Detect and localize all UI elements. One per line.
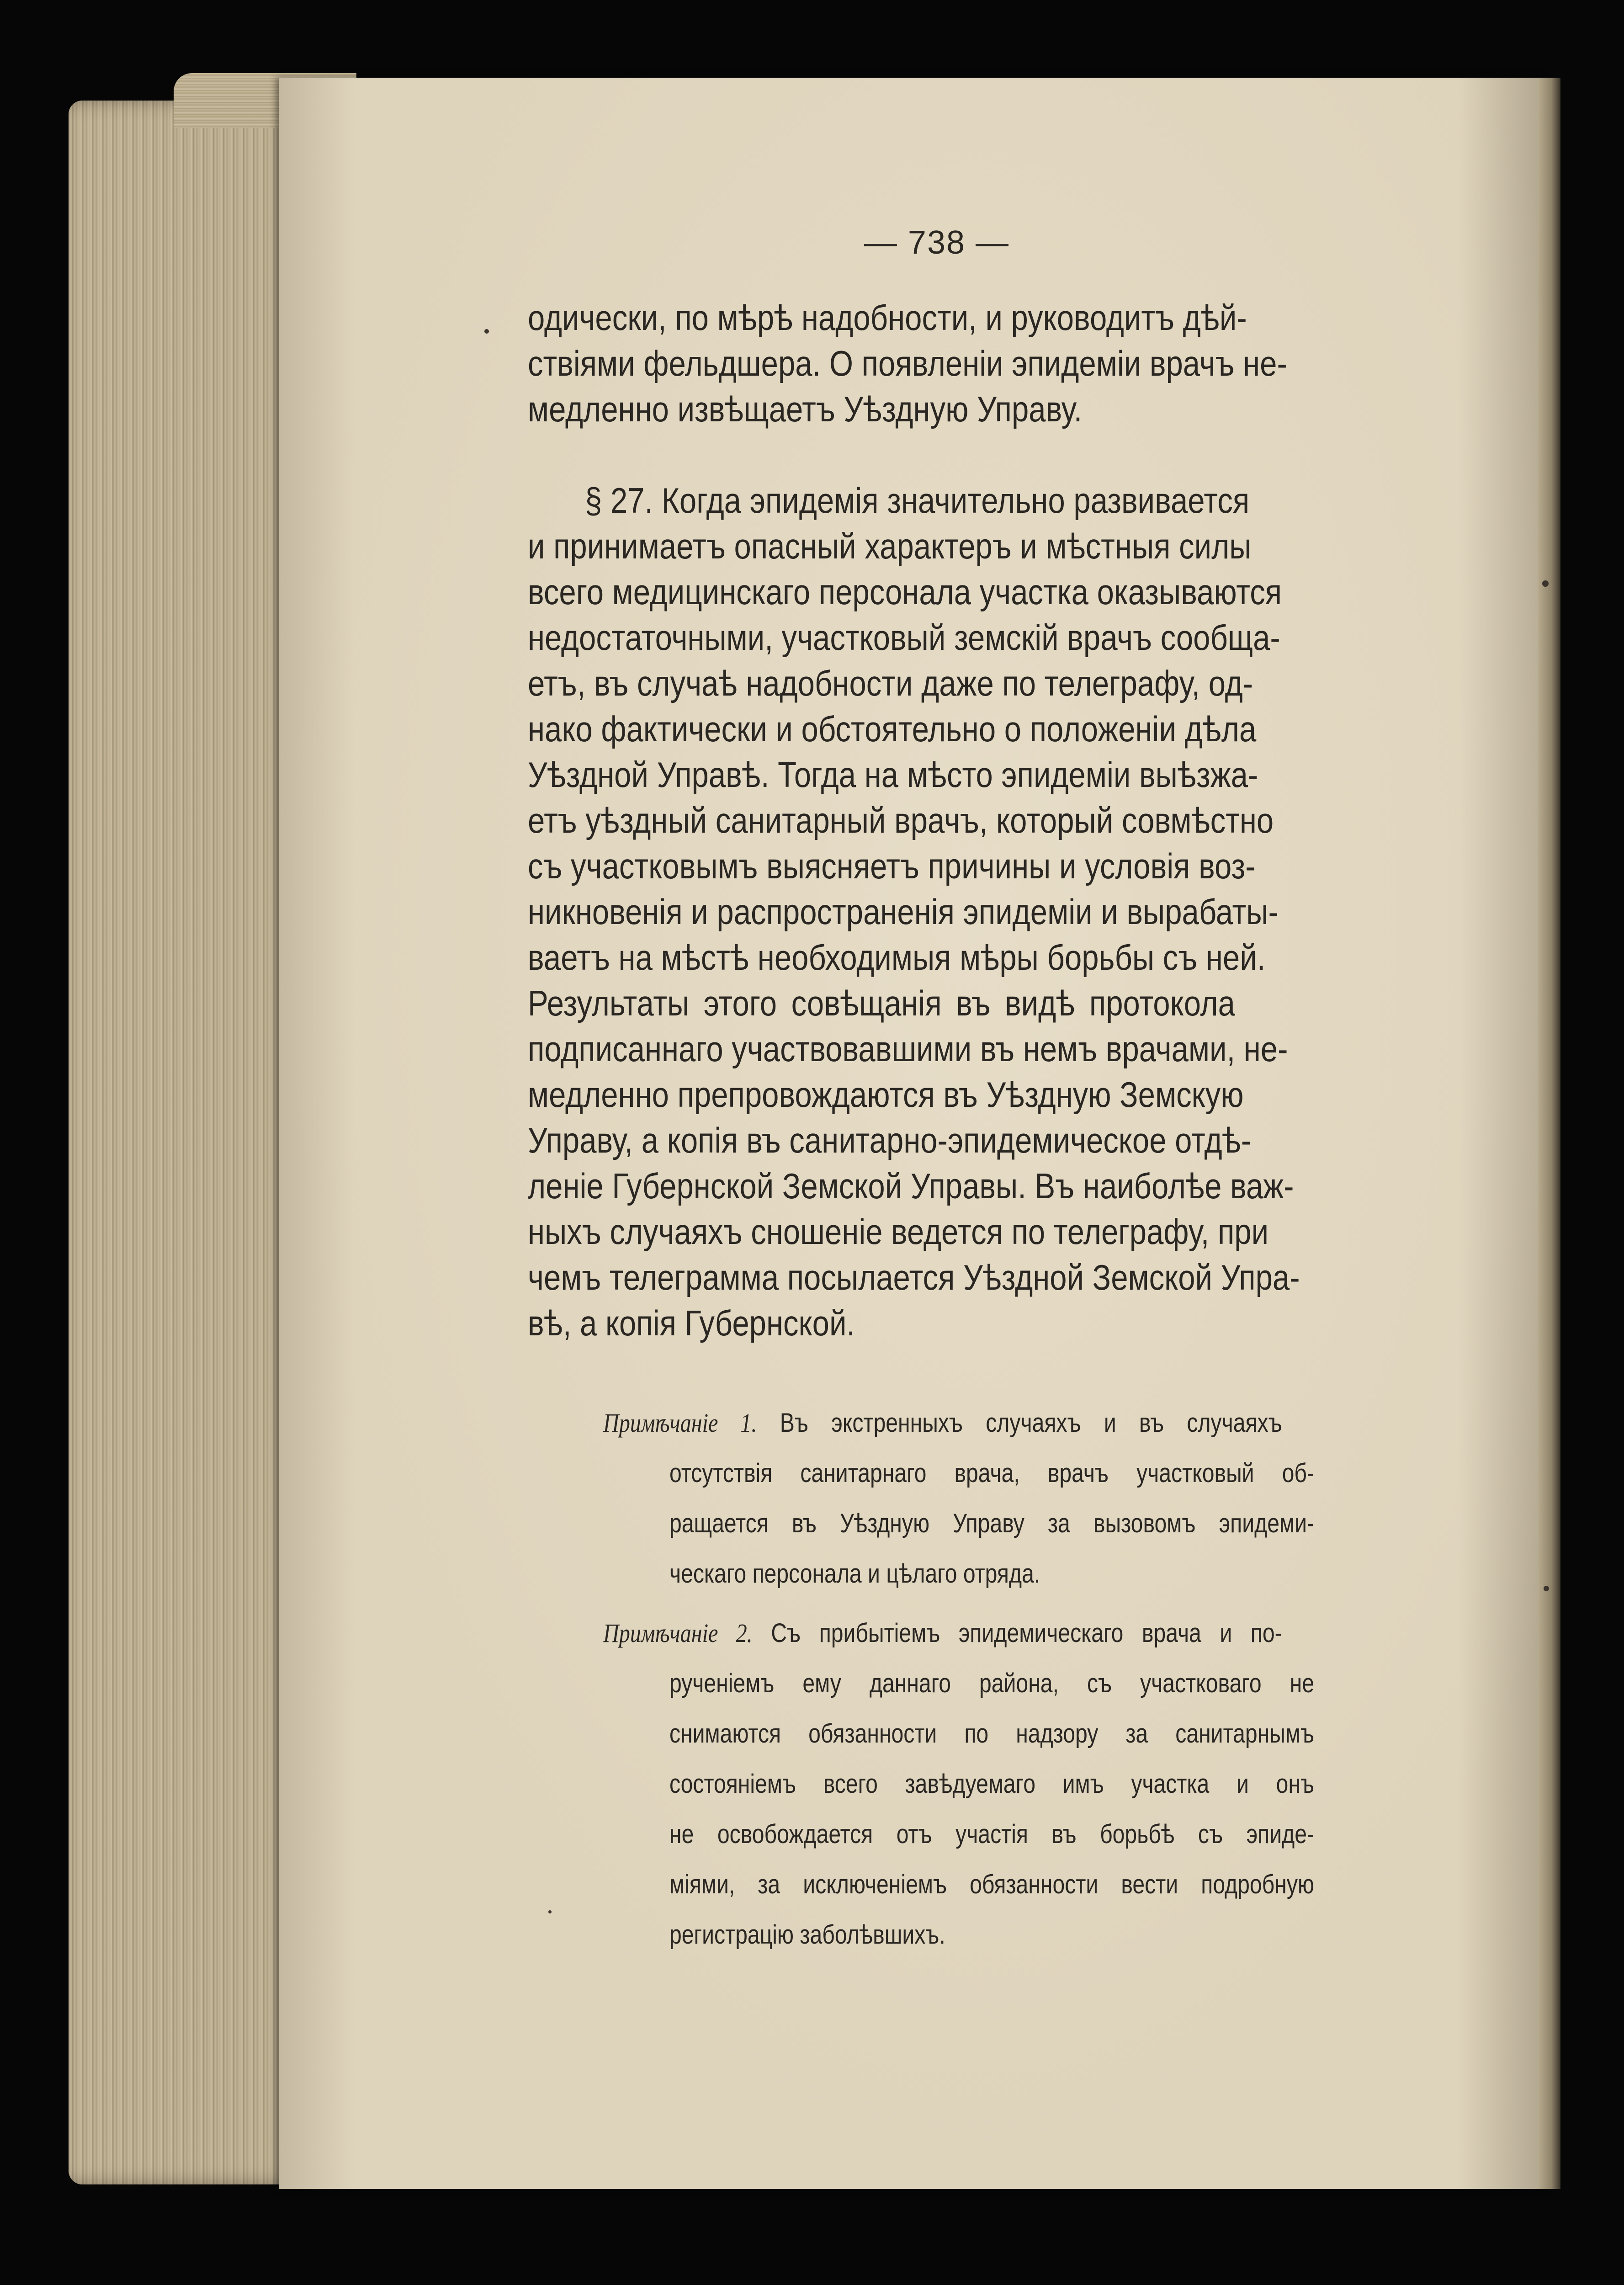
text-line: ныхъ случаяхъ сношеніе ведется по телеграфу, при <box>528 1212 1269 1252</box>
footnote-line: снимаются обязанности по надзору за санитарнымъ <box>669 1719 1314 1748</box>
ink-speck <box>548 1910 552 1913</box>
footnote-line: регистрацію заболѣвшихъ. <box>669 1920 945 1950</box>
footnote-text: Съ прибытіемъ эпидемическаго врача и по- <box>771 1618 1282 1648</box>
text-line: етъ, въ случаѣ надобности даже по телеграфу, од- <box>528 663 1253 703</box>
text-line: медленно препровождаются въ Уѣздную Земскую <box>528 1074 1244 1115</box>
footnote-line: міями, за исключеніемъ обязанности вести подробную <box>669 1870 1314 1899</box>
footnote-text: Въ экстренныхъ случаяхъ и въ случаяхъ <box>780 1408 1282 1438</box>
footnote-line: отсутствія санитарнаго врача, врачъ участковый об- <box>669 1458 1314 1488</box>
text-line: подписаннаго участвовавшими въ немъ врачами, не- <box>528 1029 1288 1069</box>
footnote-first-line <box>603 1615 1282 1651</box>
text-line: Управу, а копія въ санитарно-эпидемическое отдѣ- <box>528 1120 1252 1160</box>
page-number: — 738 — <box>864 224 1010 261</box>
text-line: недостаточными, участковый земскій врачъ сообща- <box>528 617 1280 658</box>
text-line: одически, по мѣрѣ надобности, и руководитъ дѣй- <box>528 298 1247 338</box>
page-block-edges <box>69 101 306 2184</box>
footnote-line: состояніемъ всего завѣдуемаго имъ участка и онъ <box>669 1769 1314 1799</box>
text-line: медленно извѣщаетъ Уѣздную Управу. <box>528 389 1083 429</box>
text-line: леніе Губернской Земской Управы. Въ наиболѣе важ- <box>528 1166 1294 1206</box>
text-line: вѣ, а копія Губернской. <box>528 1303 855 1343</box>
footnote-first-line <box>603 1405 1282 1441</box>
text-line: и принимаетъ опасный характеръ и мѣстныя силы <box>528 526 1252 566</box>
text-line: етъ уѣздный санитарный врачъ, который совмѣстно <box>528 800 1274 840</box>
ink-speck <box>1542 580 1549 587</box>
text-line: всего медицинскаго персонала участка оказываются <box>528 572 1282 612</box>
footnote-label: Примѣчаніе 1. <box>603 1408 757 1438</box>
text-line: чемъ телеграмма посылается Уѣздной Земской Упра- <box>528 1257 1300 1297</box>
ink-speck <box>484 329 489 334</box>
text-line: съ участковымъ выясняетъ причины и условія воз- <box>528 846 1256 886</box>
footnote-line: не освобождается отъ участія въ борьбѣ съ эпиде- <box>669 1819 1314 1849</box>
text-line: § 27. Когда эпидемія значительно развивается <box>585 480 1250 521</box>
footnote-line: ращается въ Уѣздную Управу за вызовомъ эпидеми- <box>669 1509 1314 1538</box>
footnote-label: Примѣчаніе 2. <box>603 1618 753 1648</box>
page-gutter <box>1538 78 1560 2189</box>
footnote-line: рученіемъ ему даннаго района, съ участковаго не <box>669 1669 1314 1698</box>
footnote-line: ческаго персонала и цѣлаго отряда. <box>669 1559 1040 1589</box>
ink-speck <box>1544 1586 1549 1591</box>
text-line: нако фактически и обстоятельно о положеніи дѣла <box>528 709 1257 749</box>
text-line: ваетъ на мѣстѣ необходимыя мѣры борьбы съ ней. <box>528 937 1266 978</box>
text-line: Уѣздной Управѣ. Тогда на мѣсто эпидеміи выѣзжа- <box>528 755 1258 795</box>
text-line: Результаты этого совѣщанія въ видѣ протокола <box>528 983 1235 1023</box>
text-line: ствіями фельдшера. О появленіи эпидеміи врачъ не- <box>528 343 1287 383</box>
text-line: никновенія и распространенія эпидеміи и вырабаты- <box>528 892 1279 932</box>
